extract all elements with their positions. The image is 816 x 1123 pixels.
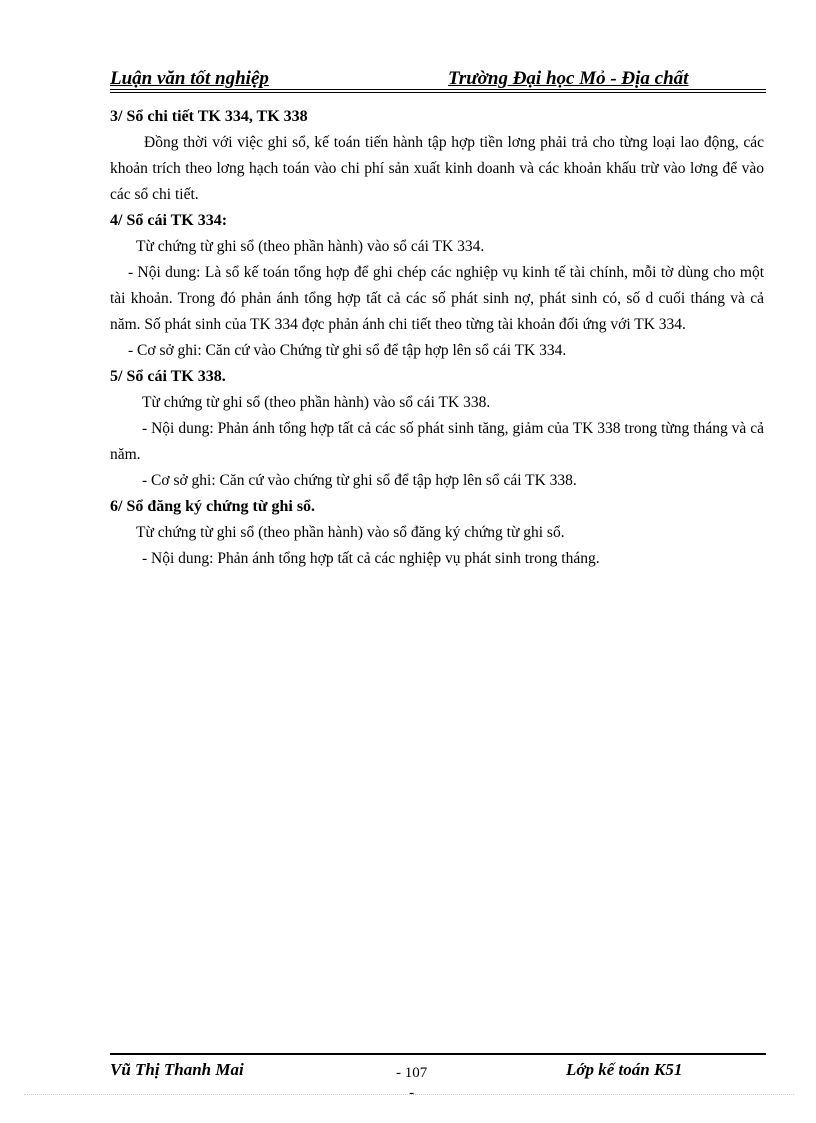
- paragraph: - Cơ sở ghi: Căn cứ vào Chứng từ ghi sổ để tập hợp lên sổ cái TK 334.: [128, 342, 567, 359]
- header-thesis-title: Luận văn tốt nghiệp: [110, 68, 269, 89]
- paragraph: - Cơ sở ghi: Căn cứ vào chứng từ ghi sổ để tập hợp lên sổ cái TK 338.: [142, 472, 577, 489]
- header-rule: [110, 89, 766, 90]
- footer-class: Lớp kế toán K51: [566, 1060, 683, 1079]
- document-body: [110, 104, 764, 572]
- paragraph: - Nội dung: Phản ánh tổng hợp tất cả các số phát sinh tăng, giảm của TK 338 trong từng tháng và cả năm.: [110, 420, 764, 463]
- paragraph: Từ chứng từ ghi sổ (theo phần hành) vào sổ cái TK 334.: [136, 238, 485, 255]
- page-number-text: - 107: [396, 1065, 428, 1081]
- paragraph: Đồng thời với việc ghi sổ, kế toán tiến hành tập hợp tiền lơng phải trả cho từng loại lao động, các khoản trích theo lơng hạch toán vào chi phí sản xuất kinh doanh và các khoản khấu trừ vào lơng để vào các sổ chi tiết.: [110, 134, 764, 203]
- page-number-dash: -: [409, 1085, 415, 1101]
- section-heading: 5/ Sổ cái TK 338.: [110, 368, 226, 385]
- page-header: [110, 68, 766, 90]
- header-university: Trường Đại học Mỏ - Địa chất: [448, 68, 689, 89]
- paragraph: - Nội dung: Là sổ kế toán tổng hợp để ghi chép các nghiệp vụ kinh tế tài chính, mỗi tờ dùng cho một tài khoản. Trong đó phản ánh tổng hợp tất cả các số phát sinh nợ, phát sinh có, số d cuối tháng và cả năm. Số phát sinh của TK 334 đợc phản ánh chi tiết theo từng tài khoản đối ứng với TK 334.: [110, 264, 764, 333]
- paragraph: Từ chứng từ ghi sổ (theo phần hành) vào sổ đăng ký chứng từ ghi sổ.: [136, 524, 565, 541]
- section-heading: 6/ Sổ đăng ký chứng từ ghi sổ.: [110, 498, 316, 515]
- header-rule-secondary: [110, 92, 766, 93]
- paragraph: - Nội dung: Phản ánh tổng hợp tất cả các nghiệp vụ phát sinh trong tháng.: [142, 550, 600, 567]
- section-heading: 4/ Sổ cái TK 334:: [110, 212, 228, 229]
- page-number: [396, 1063, 427, 1103]
- footer-author: Vũ Thị Thanh Mai: [110, 1060, 244, 1079]
- paragraph: Từ chứng từ ghi sổ (theo phần hành) vào sổ cái TK 338.: [142, 394, 491, 411]
- section-heading: 3/ Sổ chi tiết TK 334, TK 338: [110, 108, 308, 125]
- footer-rule: [110, 1053, 766, 1055]
- page-edge-dotted-line: [24, 1094, 794, 1095]
